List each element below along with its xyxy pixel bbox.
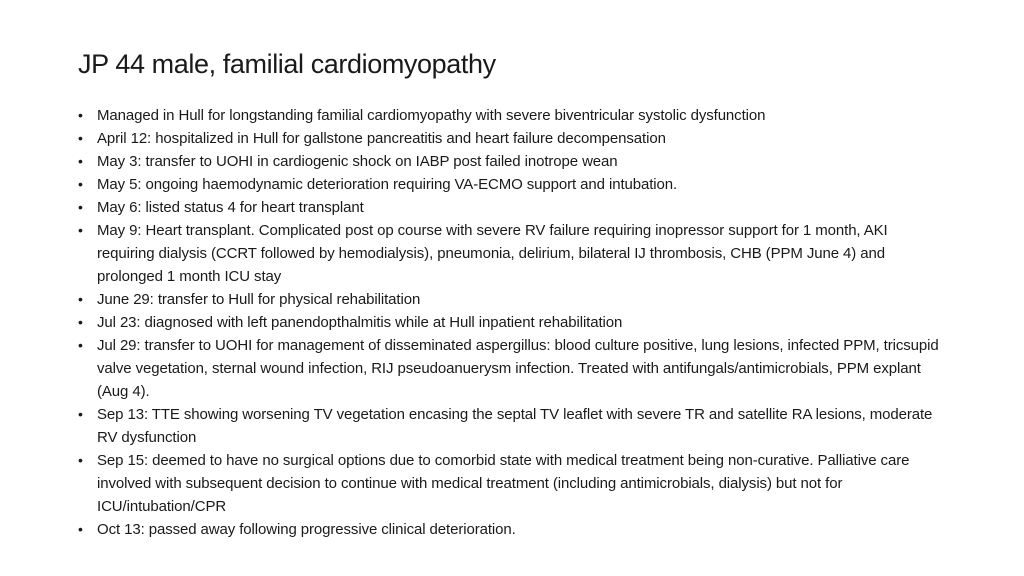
- bullet-item: • May 9: Heart transplant. Complicated post op course with severe RV failure requiring inopressor support for 1 month, AKI requiring dialysis (CCRT followed by hemodialysis), pneumonia, delirium, bilateral IJ thrombosis, CHB (PPM June 4) and prolonged 1 month ICU stay: [97, 219, 947, 288]
- bullet-item: • Jul 29: transfer to UOHI for management of disseminated aspergillus: blood culture positive, lung lesions, infected PPM, tricsupid valve vegetation, sternal wound infection, RIJ pseudoanuerysm infection. Treated with antifungals/antimicrobials, PPM explant (Aug 4).: [97, 334, 947, 403]
- bullet-item: • May 6: listed status 4 for heart transplant: [97, 196, 947, 219]
- slide-title: JP 44 male, familial cardiomyopathy: [78, 49, 496, 79]
- bullet-item: • June 29: transfer to Hull for physical rehabilitation: [97, 288, 947, 311]
- bullet-item: • May 5: ongoing haemodynamic deterioration requiring VA-ECMO support and intubation.: [97, 173, 947, 196]
- bullet-item: • Sep 15: deemed to have no surgical options due to comorbid state with medical treatment being non-curative. Palliative care involved with subsequent decision to continue with medical treatment (including antimicrobials, dialysis) but not for ICU/intubation/CPR: [97, 449, 947, 518]
- bullet-item: • April 12: hospitalized in Hull for gallstone pancreatitis and heart failure decompensation: [97, 127, 947, 150]
- bullet-item: • May 3: transfer to UOHI in cardiogenic shock on IABP post failed inotrope wean: [97, 150, 947, 173]
- bullet-item: • Sep 13: TTE showing worsening TV vegetation encasing the septal TV leaflet with severe TR and satellite RA lesions, moderate RV dysfunction: [97, 403, 947, 449]
- bullet-list: [97, 104, 947, 541]
- bullet-item: • Jul 23: diagnosed with left panendopthalmitis while at Hull inpatient rehabilitation: [97, 311, 947, 334]
- bullet-item: • Oct 13: passed away following progressive clinical deterioration.: [97, 518, 947, 541]
- bullet-item: • Managed in Hull for longstanding familial cardiomyopathy with severe biventricular systolic dysfunction: [97, 104, 947, 127]
